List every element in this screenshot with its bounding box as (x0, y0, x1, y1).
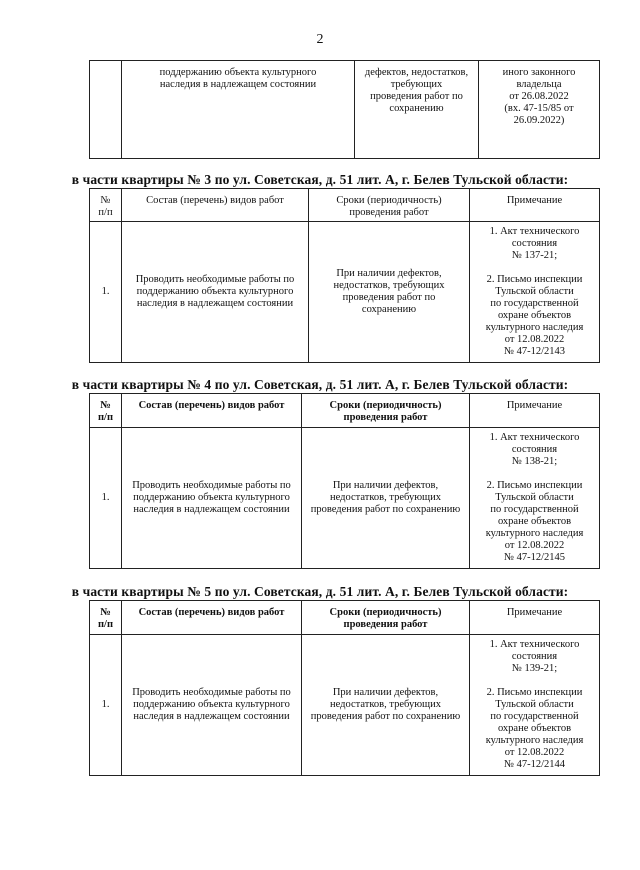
table-header-row (90, 394, 600, 428)
terms-cell: дефектов, недостатков, требующих проведения работ по сохранению (355, 61, 479, 159)
header-work: Состав (перечень) видов работ (122, 601, 302, 635)
works-table-apartment-4 (89, 393, 600, 569)
row-number-cell: 1. (90, 428, 122, 569)
note-cell: 1. Акт технического состояния № 139-21; 2. Письмо инспекции Тульской области по государственной охране объектов культурного наследия от 12.08.2022 № 47-12/2144 (470, 635, 600, 776)
header-note: Примечание (470, 394, 600, 428)
header-num: № п/п (90, 189, 122, 222)
note-cell: 1. Акт технического состояния № 137-21; 2. Письмо инспекции Тульской области по государственной охране объектов культурного наследия от 12.08.2022 № 47-12/2143 (470, 222, 600, 363)
table-row (90, 61, 600, 159)
terms-cell: При наличии дефектов, недостатков, требующих проведения работ по сохранению (302, 428, 470, 569)
section-title-apartment-4: в части квартиры № 4 по ул. Советская, д. 51 лит. А, г. Белев Тульской области: (71, 377, 569, 392)
header-num: № п/п (90, 601, 122, 635)
section-title-apartment-5: в части квартиры № 5 по ул. Советская, д. 51 лит. А, г. Белев Тульской области: (71, 584, 569, 599)
header-note: Примечание (470, 189, 600, 222)
note-cell: 1. Акт технического состояния № 138-21; 2. Письмо инспекции Тульской области по государственной охране объектов культурного наследия от 12.08.2022 № 47-12/2145 (470, 428, 600, 569)
table-header-row (90, 189, 600, 222)
terms-cell: При наличии дефектов, недостатков, требующих проведения работ по сохранению (302, 635, 470, 776)
note-cell: иного законного владельца от 26.08.2022 (вх. 47-15/85 от 26.09.2022) (479, 61, 600, 159)
works-table-apartment-5 (89, 600, 600, 776)
continuation-table (89, 60, 600, 159)
header-note: Примечание (470, 601, 600, 635)
row-number-cell: 1. (90, 222, 122, 363)
header-num: № п/п (90, 394, 122, 428)
table-row (90, 635, 600, 776)
header-terms: Сроки (периодичность) проведения работ (309, 189, 470, 222)
work-cell: Проводить необходимые работы по поддержанию объекта культурного наследия в надлежащем состоянии (122, 428, 302, 569)
table-row (90, 222, 600, 363)
terms-cell: При наличии дефектов, недостатков, требующих проведения работ по сохранению (309, 222, 470, 363)
work-cell: Проводить необходимые работы по поддержанию объекта культурного наследия в надлежащем состоянии (122, 635, 302, 776)
row-number-cell: 1. (90, 635, 122, 776)
row-number-cell (90, 61, 122, 159)
header-terms: Сроки (периодичность) проведения работ (302, 394, 470, 428)
work-cell: поддержанию объекта культурного наследия в надлежащем состоянии (122, 61, 355, 159)
header-terms: Сроки (периодичность) проведения работ (302, 601, 470, 635)
header-work: Состав (перечень) видов работ (122, 394, 302, 428)
works-table-apartment-3 (89, 188, 600, 363)
table-row (90, 428, 600, 569)
header-work: Состав (перечень) видов работ (122, 189, 309, 222)
page-number: 2 (316, 32, 324, 47)
work-cell: Проводить необходимые работы по поддержанию объекта культурного наследия в надлежащем состоянии (122, 222, 309, 363)
section-title-apartment-3: в части квартиры № 3 по ул. Советская, д. 51 лит. А, г. Белев Тульской области: (71, 172, 569, 187)
table-header-row (90, 601, 600, 635)
